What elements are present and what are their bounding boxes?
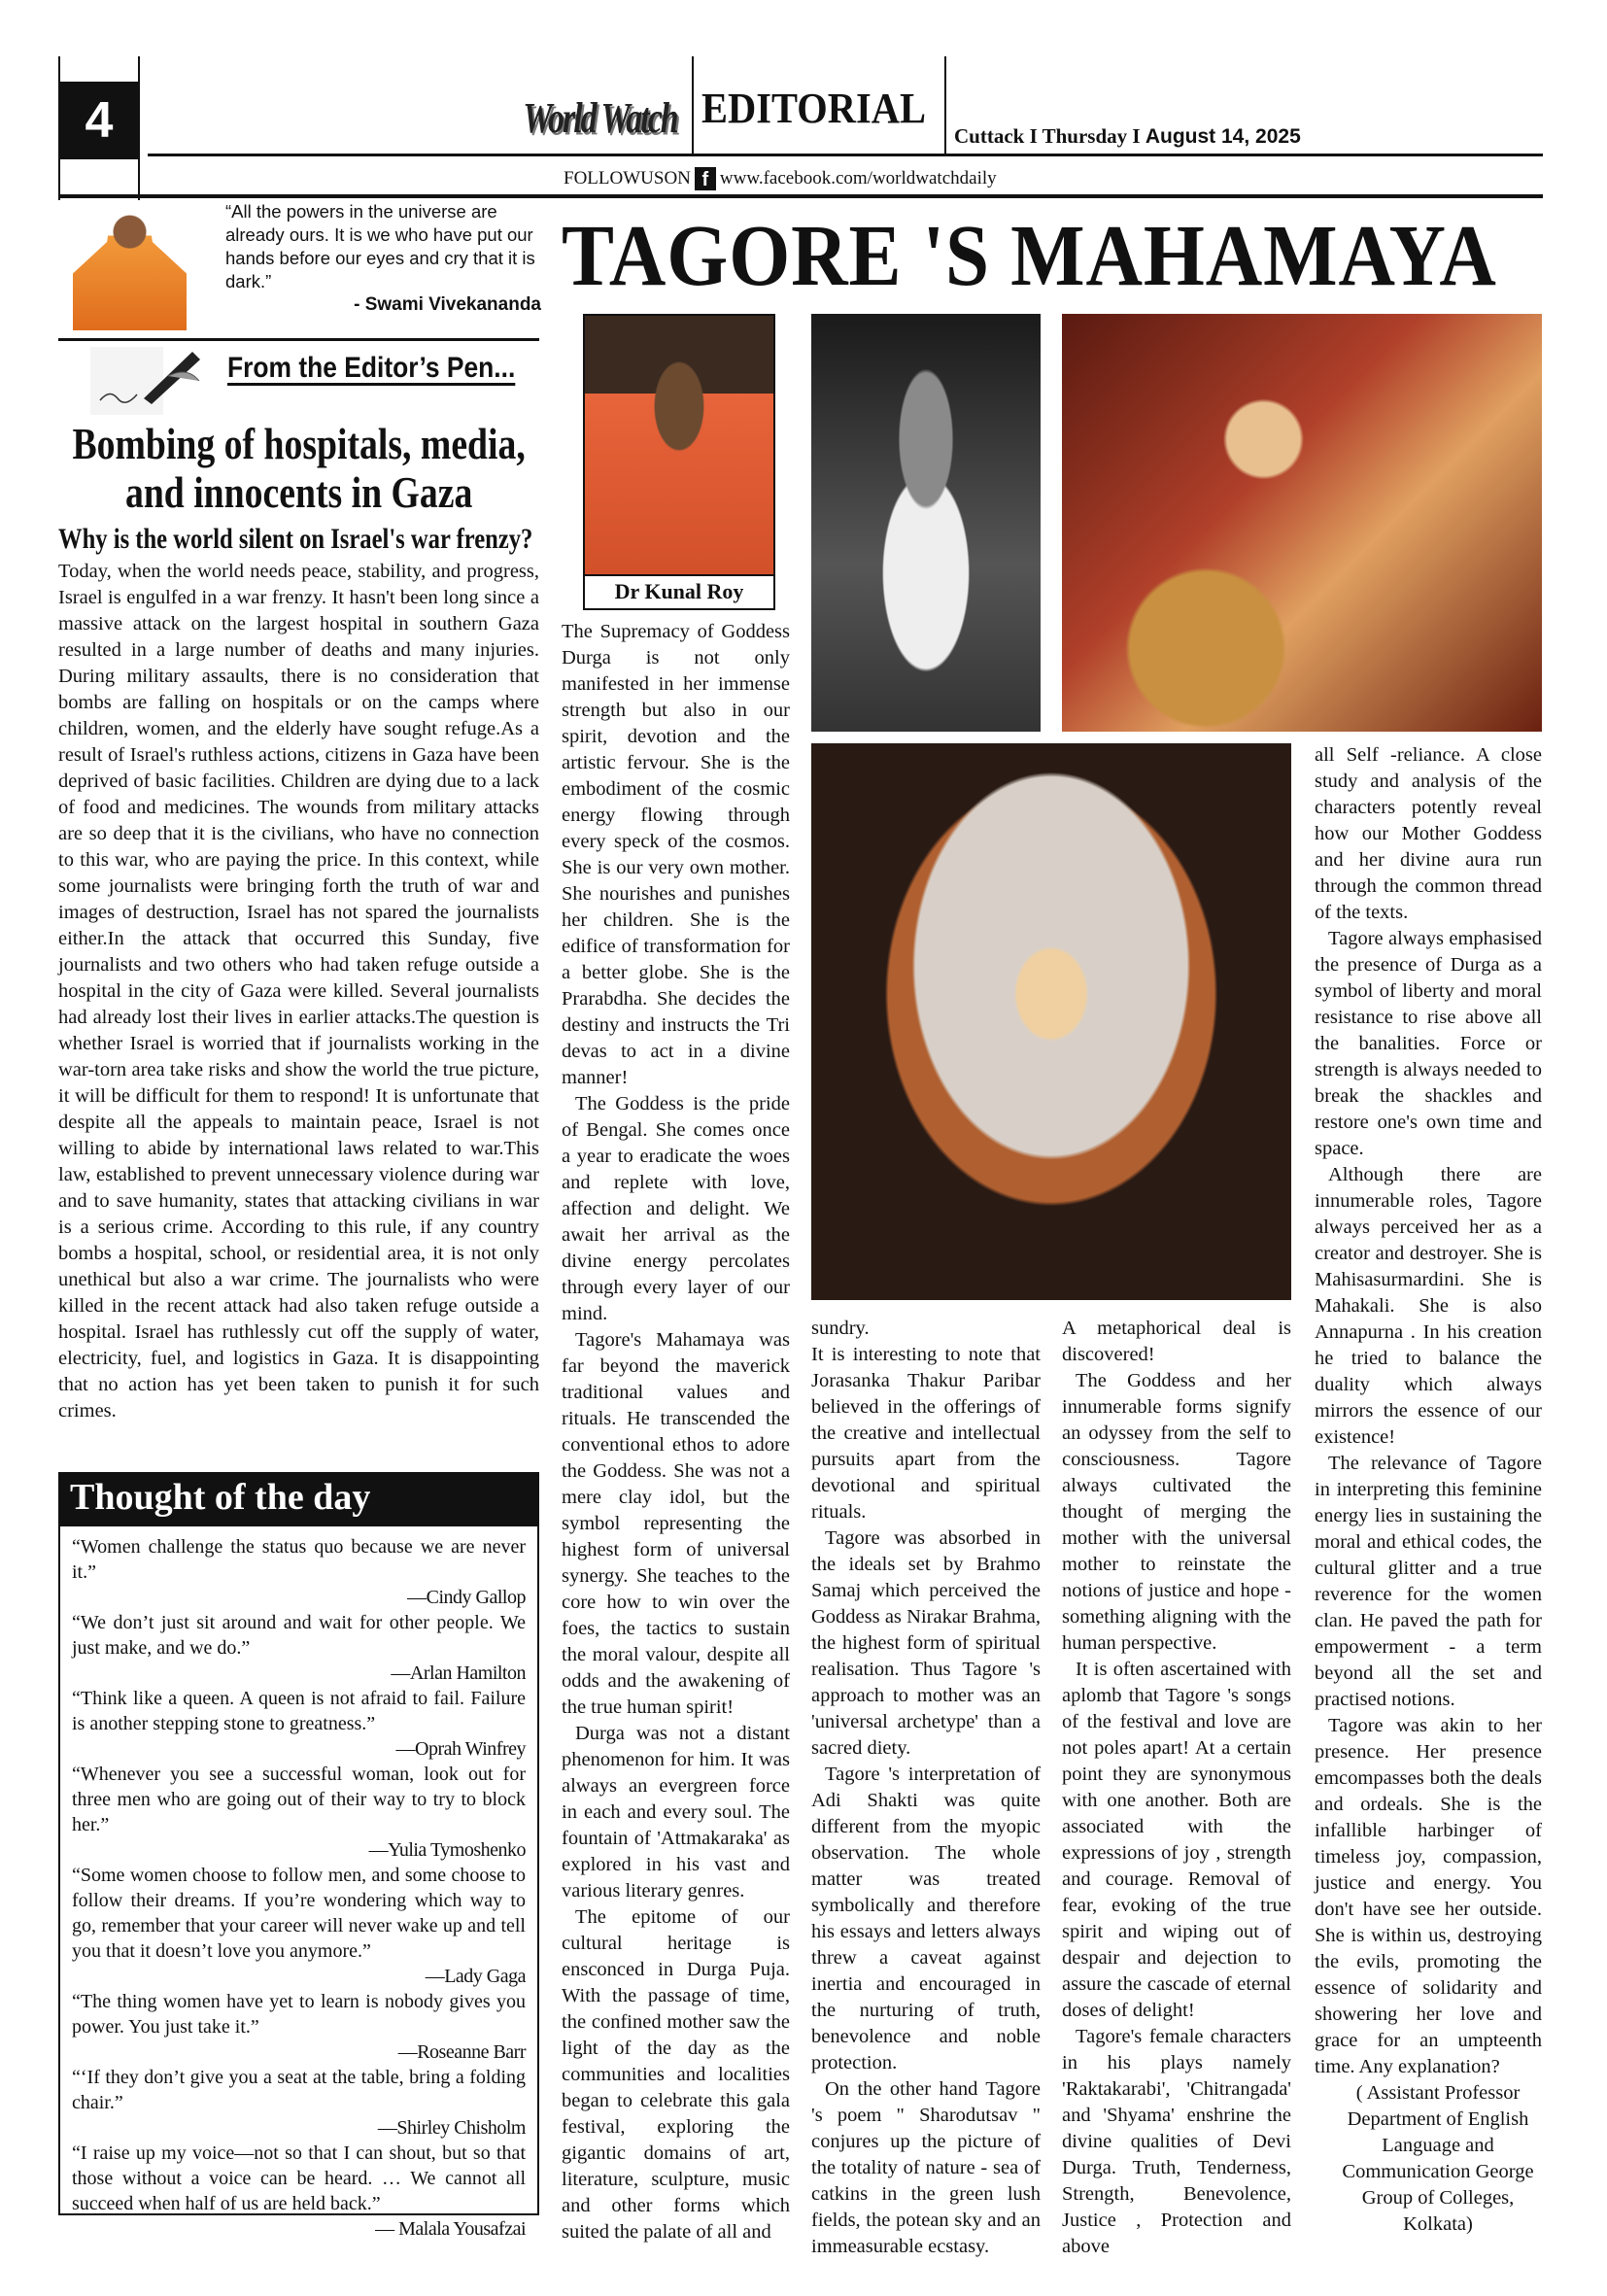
editor-column-title: From the Editor’s Pen... <box>227 352 516 384</box>
article-paragraph: Durga was not a distant phenomenon for him. It was always an evergreen force in each and every soul. The fountain of 'Attmakaraka' as explored in his vast and various literary genres. <box>562 1723 790 1902</box>
article-column-1 <box>562 619 790 2245</box>
article-paragraph: It is often ascertained with aplomb that Tagore 's songs of the festival and love are not poles apart! At a certain point they are synonymous with one another. Both are associated with the expressions of joy , strength and courage. Removal of fear, evoking of the true spirit and wiping out of despair and dejection to assure the cascade of eternal doses of delight! <box>1062 1659 1291 2021</box>
thought-quote: “The thing women have yet to learn is nobody gives you power. You just take it.” <box>72 1991 526 2038</box>
author-affiliation: ( Assistant Professor Department of English Language and Communication George Group of Colleges, Kolkata) <box>1342 2082 1534 2235</box>
durga-idol-photo <box>1062 314 1542 732</box>
thought-quote: “Women challenge the status quo because we are never it.” <box>72 1536 526 1583</box>
article-paragraph: Tagore always emphasised the presence of Durga as a symbol of liberty and moral resistance to rise above all the banalities. Force or strength is always needed to break the shackles and restore one's own time and space. <box>1315 928 1542 1159</box>
editorial-subheadline: Why is the world silent on Israel's war frenzy? <box>58 523 533 555</box>
article-column-3 <box>1062 1316 1291 2260</box>
issue-date: August 14, 2025 <box>1145 125 1301 148</box>
follow-us <box>564 167 997 190</box>
tagore-photo <box>811 314 1041 732</box>
quote-block <box>225 200 541 317</box>
article-paragraph: A metaphorical deal is discovered! <box>1062 1318 1291 1365</box>
header-divider <box>692 56 694 154</box>
header-rule <box>148 154 1543 156</box>
thought-quote: “I raise up my voice—not so that I can shout, but so that those without a voice can be heard. … We cannot all succeed when half of us are held back.” <box>72 2142 526 2214</box>
world-watch-logo <box>510 72 690 167</box>
article-paragraph: On the other hand Tagore 's poem " Sharodutsav " conjures up the picture of the totality of nature - sea of catkins in the green lush fields, the potean sky and an immeasurable ecstasy. <box>811 2078 1041 2257</box>
article-column-2 <box>811 1316 1041 2260</box>
article-paragraph: The relevance of Tagore in interpreting this feminine energy lies in sustaining the moral and ethical codes, the cultural glitter and a true reverence for the women clan. He paved the path for empowerment - a term beyond all the set and practised notions. <box>1315 1453 1542 1710</box>
thought-author: —Arlan Hamilton <box>391 1662 526 1684</box>
thought-author: —Roseanne Barr <box>397 2041 526 2063</box>
header-rule-thick <box>58 194 1543 198</box>
article-paragraph: Although there are innumerable roles, Tagore always perceived her as a creator and destroyer. She is Mahisasurmardini. She is Mahakali. She is also Annapurna . In his creation he tried to balance the duality which always mirrors the essence of our existence! <box>1315 1164 1542 1448</box>
article-title: TAGORE 'S MAHAMAYA <box>562 208 1497 304</box>
follow-label: FOLLOWUSON <box>564 168 691 188</box>
author-photo-box <box>583 314 775 610</box>
article-paragraph: Tagore's Mahamaya was far beyond the maverick traditional values and rituals. He transcended the conventional ethos to adore the Goddess. She was not a mere clay idol, but the symbol representing the highest form of universal synergy. She teaches to the core how to win over the foes, the tactics to sustain the moral valour, despite all odds and the awakening of the true human spirit! <box>562 1329 790 1718</box>
thought-of-the-day-box <box>58 1472 539 2240</box>
page-number: 4 <box>60 82 138 159</box>
author-name: Dr Kunal Roy <box>585 574 773 607</box>
dateline <box>954 124 1301 149</box>
logo-text: World Watch <box>523 94 677 142</box>
divider <box>58 338 539 341</box>
article-paragraph: Tagore was akin to her presence. Her presence emcompasses both the deals and ordeals. She is the infallible harbinger of timeless joy, compassion, justice and energy. You don't have see her outside. She is within us, destroying the evils, promoting the essence of solidarity and showering her love and grace for an umpteenth time. Any explanation? <box>1315 1715 1542 2077</box>
thought-quote: “Think like a queen. A queen is not afraid to fail. Failure is another stepping stone to greatness.” <box>72 1688 526 1734</box>
page-border-inner <box>138 56 140 200</box>
thought-author: —Shirley Chisholm <box>377 2117 526 2139</box>
article-paragraph: The Goddess and her innumerable forms signify an odyssey from the self to consciousness. Tagore always cultivated the thought of merging the mother with the universal mother to reinstate the notions of justice and hope - something aligning with the human perspective. <box>1062 1370 1291 1654</box>
vivekananda-image <box>73 204 187 330</box>
article-paragraph: all Self -reliance. A close study and analysis of the characters potently reveal how our Mother Goddess and her divine aura run through the common thread of the texts. <box>1315 744 1542 923</box>
facebook-link[interactable]: www.facebook.com/worldwatchdaily <box>719 168 997 188</box>
dateline-place-day: Cuttack I Thursday I <box>954 124 1141 148</box>
article-paragraph: sundry. <box>811 1318 870 1339</box>
article-paragraph: The epitome of our cultural heritage is ensconced in Durga Puja. With the passage of time, the confined mother saw the light of the day as the communities and localities began to celebrate this gala festival, exploring the gigantic domains of art, literature, sculpture, music and other forms which suited the palate of all and <box>562 1906 790 2243</box>
thought-author: —Lady Gaga <box>425 1966 526 1987</box>
editorial-headline: Bombing of hospitals, media, and innocents in Gaza <box>72 419 526 517</box>
article-paragraph: The Goddess is the pride of Bengal. She comes once a year to eradicate the woes and replete with love, affection and delight. We await her arrival as the divine energy percolates through every layer of our mind. <box>562 1093 790 1324</box>
article-column-4 <box>1315 742 1542 2238</box>
quote-author: - Swami Vivekananda <box>354 294 541 315</box>
thought-quote: “Some women choose to follow men, and some choose to follow their dreams. If you’re wondering which way to go, remember that your career will never wake up and tell you that it doesn’t love you anymore.” <box>72 1865 526 1962</box>
thought-author: —Oprah Winfrey <box>395 1738 526 1760</box>
thought-quote: “Whenever you see a successful woman, look out for three men who are going out of their way to try to block her.” <box>72 1764 526 1835</box>
article-paragraph: Tagore's female characters in his plays namely 'Raktakarabi', 'Chitrangada' and 'Shyama' enshrine the divine qualities of Devi Durga. Truth, Tenderness, Strength, Benevolence, Justice , Protection and above <box>1062 2026 1291 2257</box>
thought-author: —Cindy Gallop <box>407 1587 526 1608</box>
article-paragraph: It is interesting to note that Jorasanka Thakur Paribar believed in the offerings of the creative and intellectual pursuits apart from the devotional and spiritual rituals. <box>811 1344 1041 1523</box>
thought-quote: “We don’t just sit around and wait for other people. We just make, and we do.” <box>72 1612 526 1659</box>
header-divider <box>944 56 946 154</box>
thought-author: —Yulia Tymoshenko <box>368 1839 526 1861</box>
thought-quote: “‘If they don’t give you a seat at the table, bring a folding chair.” <box>72 2067 526 2113</box>
section-title: EDITORIAL <box>701 85 926 132</box>
quote-text: “All the powers in the universe are already ours. It is we who have put our hands before our eyes and cry that it is dark.” <box>225 201 535 291</box>
facebook-icon[interactable]: f <box>695 167 716 190</box>
thought-of-the-day-title: Thought of the day <box>60 1474 537 1526</box>
article-paragraph: The Supremacy of Goddess Durga is not only manifested in her immense strength but also in our spirit, devotion and the artistic fervour. She is the embodiment of the cosmic energy flowing through every speck of the cosmos. She is our very own mother. She nourishes and punishes her children. She is the edifice of transformation for a better globe. She is the Prarabdha. She decides the destiny and instructs the Tri devas to act in a divine manner! <box>562 621 790 1088</box>
article-paragraph: Tagore was absorbed in the ideals set by Brahmo Samaj which perceived the Goddess as Nirakar Brahma, the highest form of spiritual realisation. Thus Tagore 's approach to mother was an 'universal archetype' than a sacred diety. <box>811 1527 1041 1759</box>
pen-writing-icon <box>85 342 202 418</box>
editorial-body: Today, when the world needs peace, stability, and progress, Israel is engulfed in a war frenzy. It hasn't been long since a massive attack on the largest hospital in southern Gaza resulted in a large number of deaths and many injuries. During military assaults, there is no consideration that bombs are falling on hospitals or on the camps where children, women, and the elderly have sought refuge.As a result of Israel's ruthless actions, citizens in Gaza have been deprived of basic facilities. Children are dying due to a lack of food and medicines. The wounds from military attacks are so deep that it is the civilians, who have no connection to this war, who are paying the price. In this context, while some journalists were bringing forth the truth of war and images of destruction, Israel has not spared the journalists either.In the attack that occurred this Sunday, five journalists and two others who had taken refuge outside a hospital in the city of Gaza were killed. Several journalists had already lost their lives in earlier attacks.The question is whether Israel is worried that if journalists working in the war-torn area take risks and show the world the true picture, it will be difficult for them to respond! It is unfortunate that despite all the appeals to maintain peace, Israel is not willing to abide by international laws related to war.This law, established to prevent unnecessary violence during war and to save humanity, states that attacking civilians in war is a serious crime. According to this rule, if any country bombs a hospital, school, or residential area, it is not only unethical but also a war crime. The journalists who were killed in the recent attack had also taken refuge outside a hospital. Israel has ruthlessly cut off the supply of water, electricity, fuel, and logistics in Gaza. It is disappointing that no action has yet been taken to punish it for such crimes. <box>58 561 539 1422</box>
author-photo <box>585 316 773 574</box>
thought-author: — Malala Yousafzai <box>375 2218 526 2240</box>
quote-list <box>60 1526 537 2242</box>
article-paragraph: Tagore 's interpretation of Adi Shakti was quite different from the myopic observation. The whole matter was treated symbolically and therefore his essays and letters always threw a caveat against inertia and encouraged in the nurturing of truth, benevolence and noble protection. <box>811 1764 1041 2073</box>
durga-pandal-photo <box>811 743 1291 1300</box>
